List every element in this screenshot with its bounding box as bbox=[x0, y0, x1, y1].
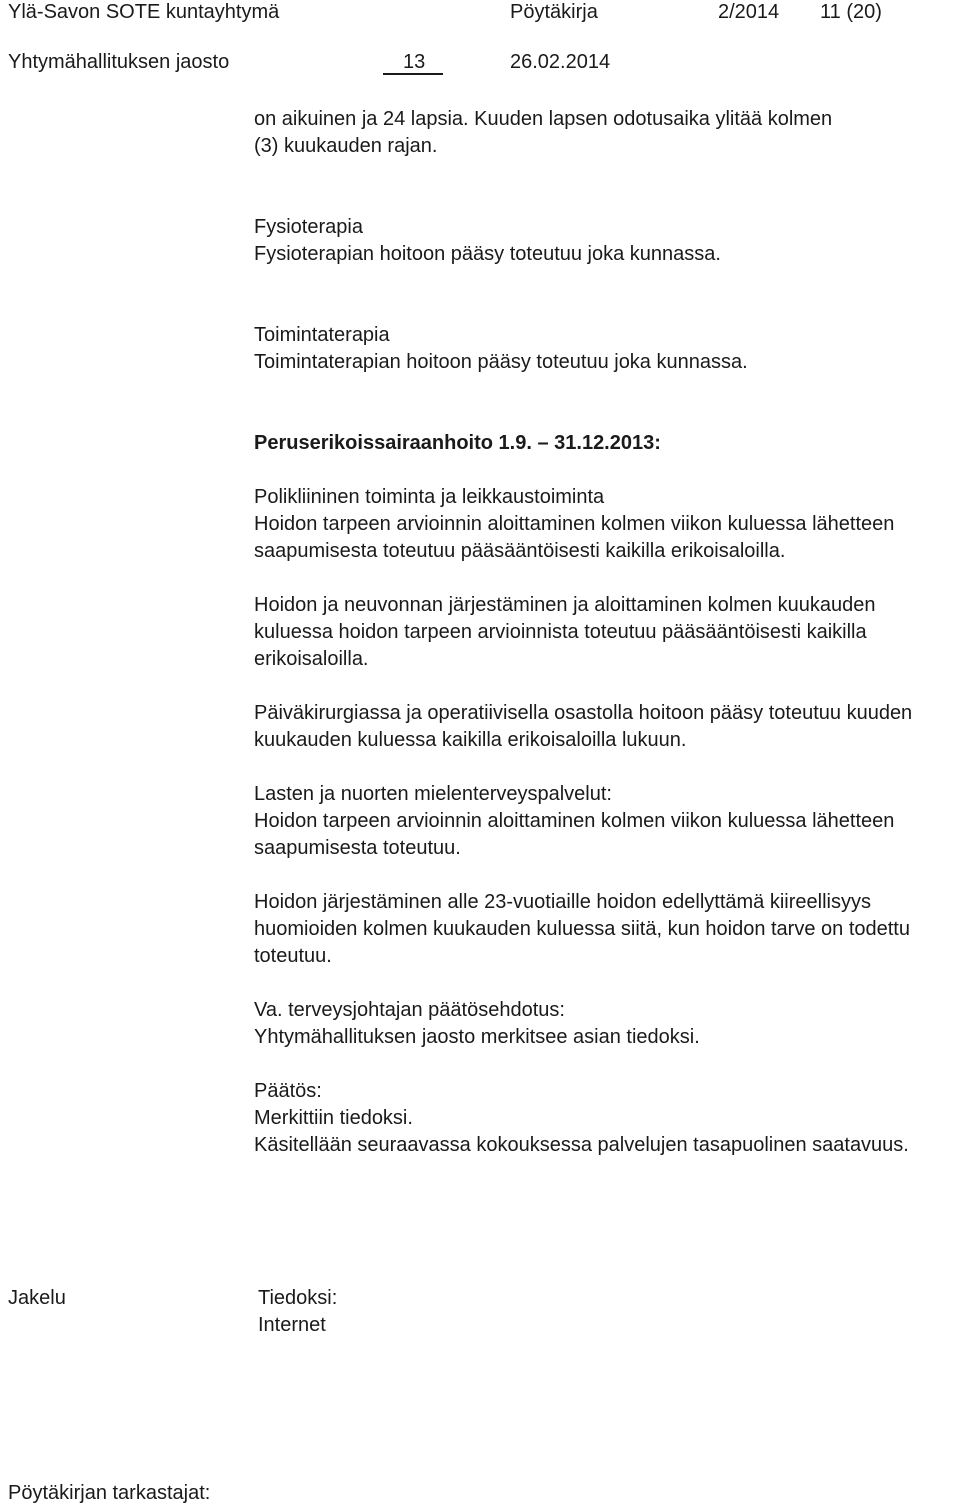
decision-line-2: Käsitellään seuraavassa kokouksessa palvelujen tasapuolinen saatavuus. bbox=[254, 1134, 909, 1156]
info-label: Tiedoksi: bbox=[258, 1287, 338, 1309]
physiotherapy-text: Fysioterapian hoitoon pääsy toteutuu joka kunnassa. bbox=[254, 243, 721, 265]
specialist-care-heading: Peruserikoissairaanhoito 1.9. – 31.12.2013: bbox=[254, 432, 661, 454]
outpatient-text: Hoidon tarpeen arvioinnin aloittaminen kolmen viikon kuluessa lähetteen saapumisesta toteutuu pääsääntöisesti kaikilla erikoisaloilla. bbox=[254, 513, 895, 562]
meeting-number: 13 bbox=[403, 51, 426, 73]
meeting-number-underline bbox=[383, 73, 443, 75]
occupational-therapy-text: Toimintaterapian hoitoon pääsy toteutuu joka kunnassa. bbox=[254, 351, 748, 373]
mental-health-text: Hoidon tarpeen arvioinnin aloittaminen kolmen viikon kuluessa lähetteen saapumisesta toteutuu. bbox=[254, 810, 895, 859]
occupational-therapy-title: Toimintaterapia bbox=[254, 324, 390, 346]
outpatient-title: Polikliininen toiminta ja leikkaustoiminta bbox=[254, 486, 605, 508]
physiotherapy-title: Fysioterapia bbox=[254, 216, 363, 238]
document-body bbox=[254, 106, 944, 1159]
document-number: 2/2014 bbox=[718, 1, 780, 23]
page-info: 11 (20) bbox=[820, 1, 882, 23]
meeting-date: 26.02.2014 bbox=[510, 51, 611, 73]
governing-body: Yhtymähallituksen jaosto bbox=[8, 51, 230, 73]
intro-line-1: on aikuinen ja 24 lapsia. Kuuden lapsen odotusaika ylitää kolmen bbox=[254, 108, 833, 130]
decision-line-1: Merkittiin tiedoksi. bbox=[254, 1107, 413, 1129]
proposal-label: Va. terveysjohtajan päätösehdotus: bbox=[254, 999, 565, 1021]
care-arrangement-text: Hoidon ja neuvonnan järjestäminen ja aloittaminen kolmen kuukauden kuluessa hoidon tarpeen arvioinnista toteutuu pääsääntöisesti kaikilla erikoisaloilla. bbox=[254, 594, 876, 670]
reviewers-label: Pöytäkirjan tarkastajat: bbox=[8, 1482, 211, 1504]
under-23-text: Hoidon järjestäminen alle 23-vuotiaille hoidon edellyttämä kiireellisyys huomioiden kolmen kuukauden kuluessa siitä, kun hoidon tarve on todettu toteutuu. bbox=[254, 891, 910, 967]
mental-health-title: Lasten ja nuorten mielenterveyspalvelut: bbox=[254, 783, 612, 805]
day-surgery-text: Päiväkirurgiassa ja operatiivisella osastolla hoitoon pääsy toteutuu kuuden kuukauden kuluessa kaikilla erikoisaloilla lukuun. bbox=[254, 702, 913, 751]
organization-name: Ylä-Savon SOTE kuntayhtymä bbox=[8, 1, 280, 23]
proposal-text: Yhtymähallituksen jaosto merkitsee asian tiedoksi. bbox=[254, 1026, 700, 1048]
document-type: Pöytäkirja bbox=[510, 1, 598, 23]
distribution-label: Jakelu bbox=[8, 1287, 66, 1309]
decision-label: Päätös: bbox=[254, 1080, 322, 1102]
intro-line-2: (3) kuukauden rajan. bbox=[254, 135, 438, 157]
info-value: Internet bbox=[258, 1314, 326, 1336]
